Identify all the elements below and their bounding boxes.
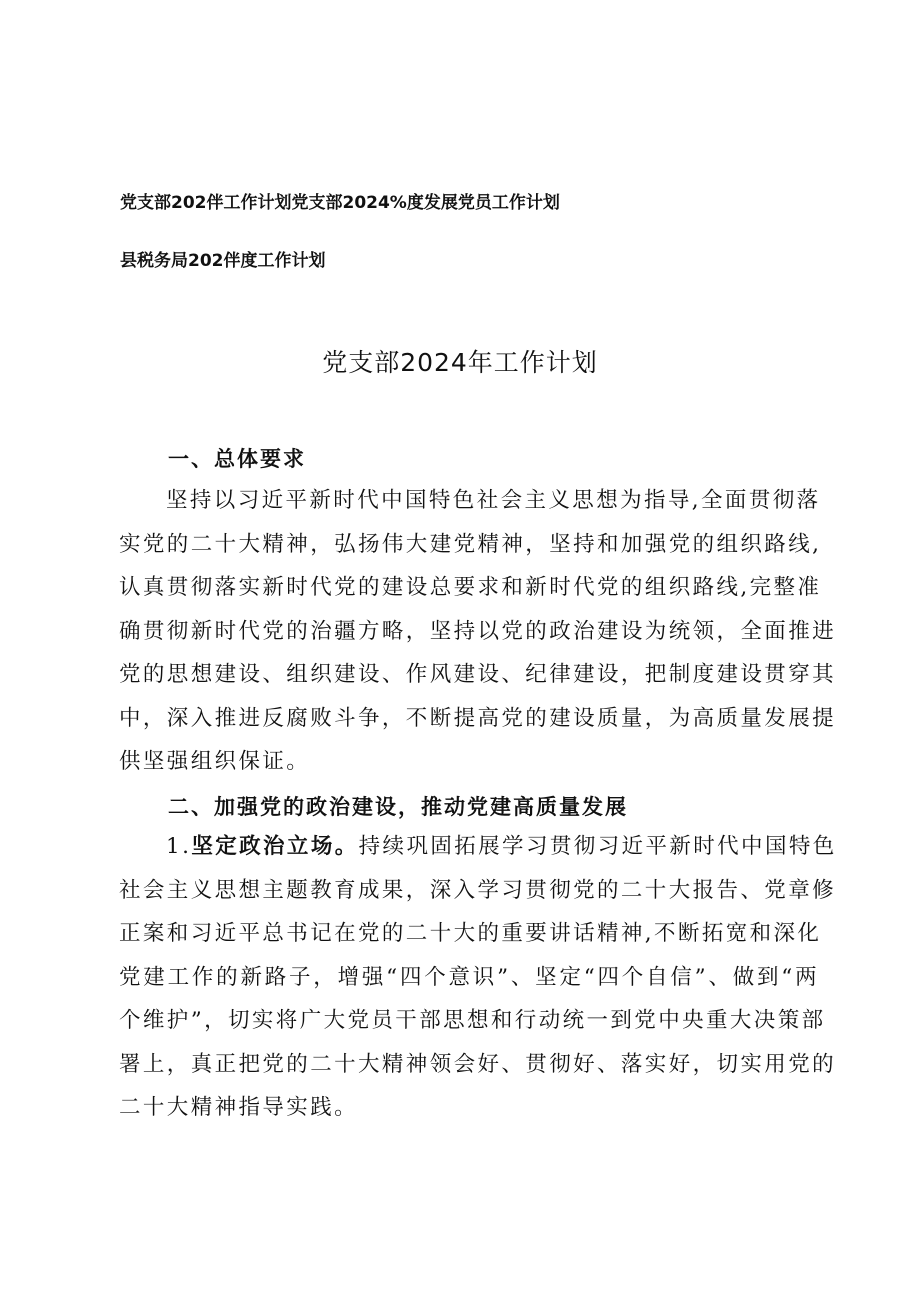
- paragraph-line: 中，深入推进反腐败斗争，不断提高党的建设质量，为高质量发展提: [119, 705, 837, 731]
- paragraph-line: 认真贯彻落实新时代党的建设总要求和新时代党的组织路线,完整准: [119, 575, 822, 600]
- paragraph-line: 坚持以习近平新时代中国特色社会主义思想为指导,全面贯彻落: [166, 488, 821, 513]
- section-heading-political-building: 二、加强党的政治建设，推动党建高质量发展: [168, 795, 628, 819]
- paragraph-line: 正案和习近平总书记在党的二十大的重要讲话精神,不断拓宽和深化: [119, 921, 822, 946]
- paragraph-line: 署上，真正把党的二十大精神领会好、贯彻好、落实好，切实用党的: [119, 1051, 837, 1077]
- paragraph-line: 供坚强组织保证。: [119, 749, 311, 774]
- paragraph-line: 党的思想建设、组织建设、作风建设、纪律建设，把制度建设贯穿其: [119, 662, 837, 687]
- paragraph-line: 个维护”，切实将广大党员干部思想和行动统一到党中央重大决策部: [119, 1008, 826, 1033]
- section-heading-general-requirements: 一、总体要求: [168, 447, 306, 471]
- paragraph-line: 党建工作的新路子，增强“四个意识”、坚定“四个自信”、做到“两: [119, 964, 819, 990]
- toc-line-1[interactable]: 党支部202伴工作计划党支部2024%度发展党员工作计划: [120, 193, 560, 213]
- paragraph-line: 二十大精神指导实践。: [119, 1095, 359, 1120]
- section-2-item-1-paragraph: [119, 825, 837, 1130]
- paragraph-line: 确贯彻新时代党的治疆方略，坚持以党的政治建设为统领，全面推进: [119, 618, 837, 644]
- toc-line-2[interactable]: 县税务局202伴度工作计划: [120, 251, 326, 271]
- paragraph-line: 社会主义思想主题教育成果，深入学习贯彻党的二十大报告、党章修: [119, 877, 837, 903]
- item-first-line-text: 持续巩固拓展学习贯彻习近平新时代中国特色: [358, 834, 837, 859]
- item-lead-phrase: 坚定政治立场。: [191, 834, 359, 859]
- item-number: 1.: [166, 834, 192, 859]
- paragraph-line: [119, 825, 837, 869]
- paragraph-line: 实党的二十大精神，弘扬伟大建党精神，坚持和加强党的组织路线,: [119, 531, 822, 557]
- document-title: 党支部2024年工作计划: [322, 348, 598, 377]
- section-1-paragraph: [119, 479, 837, 784]
